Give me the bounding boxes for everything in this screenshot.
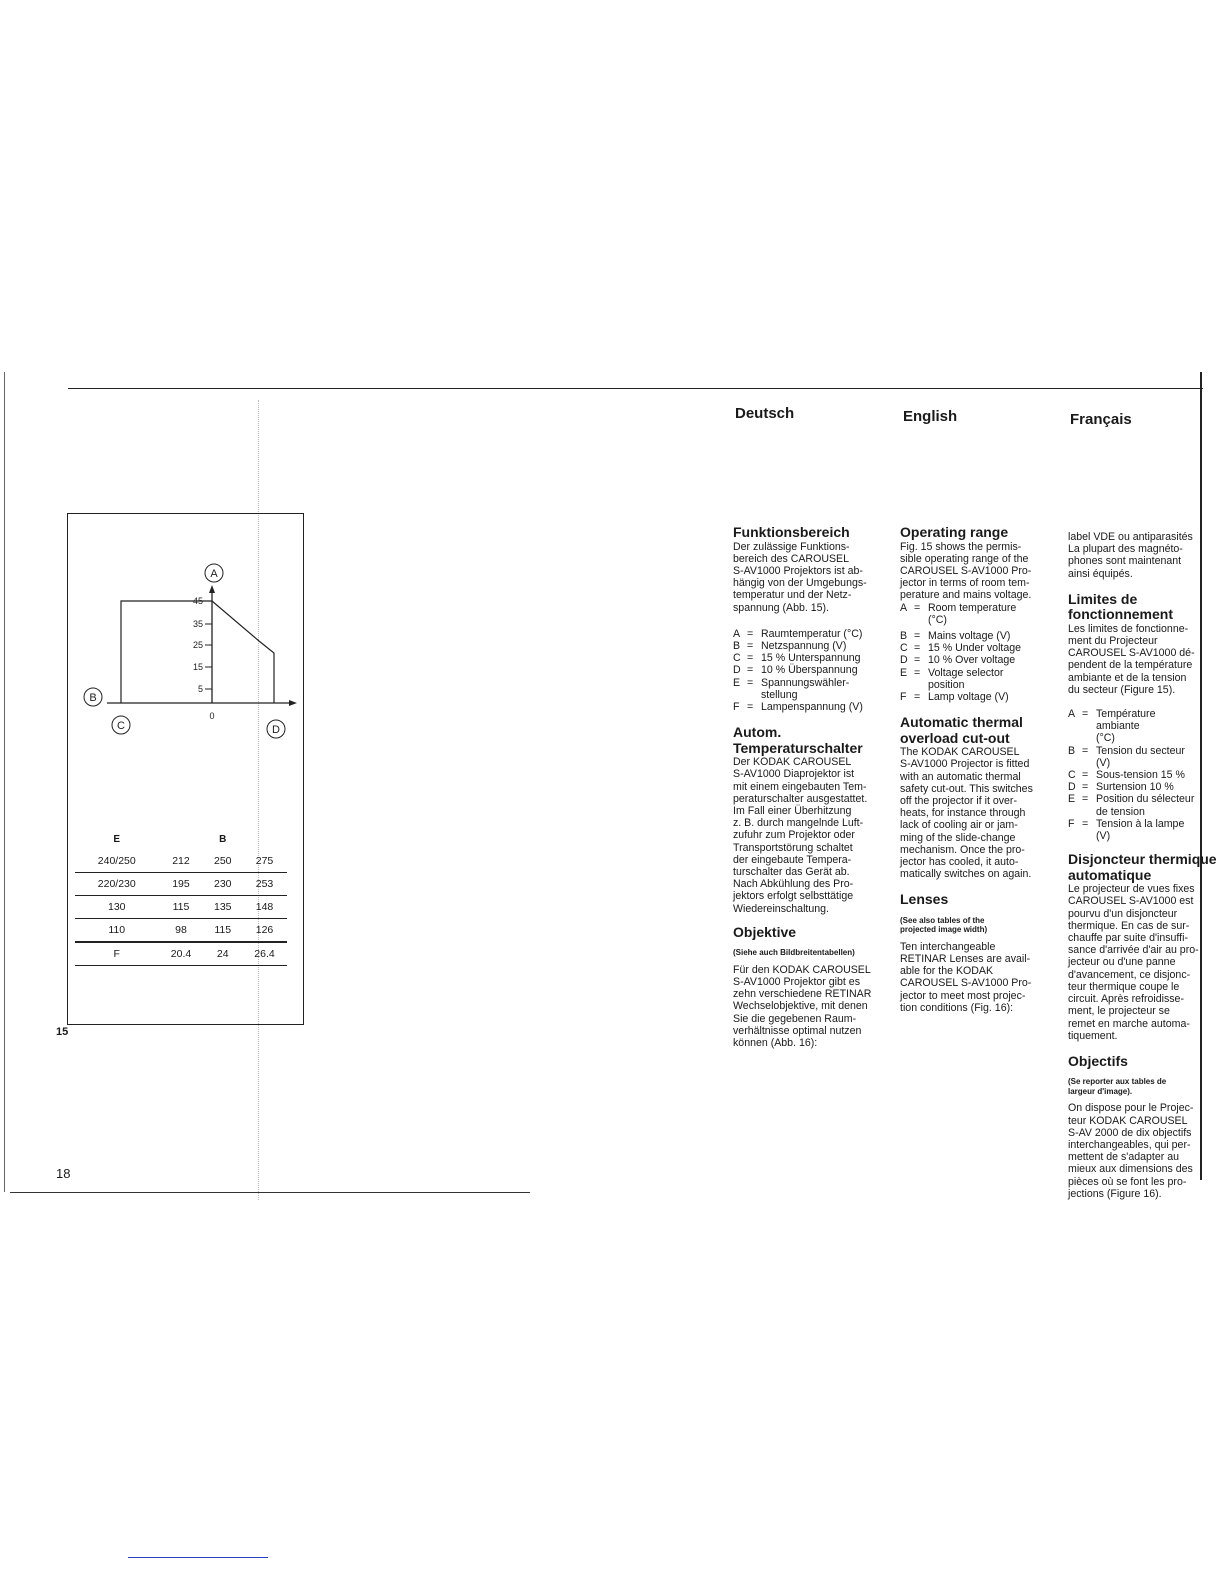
circle-b-label: B: [89, 692, 97, 704]
legend-item: E = Position du sélecteur de tension: [1068, 793, 1195, 818]
table-cell: 130: [75, 896, 159, 919]
top-rule: [68, 388, 1203, 389]
legend-item: B = Tension du secteur (V): [1068, 744, 1185, 769]
table-cell: 98: [159, 919, 204, 943]
table-cell: 115: [159, 896, 204, 919]
heading-funktionsbereich: Funktionsbereich: [733, 524, 850, 540]
y-axis-arrow: [209, 585, 215, 593]
column-francais: [1068, 531, 1217, 1200]
table-cell: 26.4: [242, 942, 287, 966]
table-cell: 275: [242, 850, 287, 873]
table-cell: 220/230: [75, 873, 159, 896]
table-cell: 253: [242, 873, 287, 896]
note: (Siehe auch Bildbreitentabellen): [733, 948, 855, 958]
legend-item: F = Lamp voltage (V): [900, 690, 1009, 703]
tick-35: 35: [192, 619, 203, 629]
paragraph: The KODAK CAROUSEL S-AV1000 Projector is fitted with an automatic thermal safety cut-out. This switches off the projector if it over- heats, for instance through lack of cooling air or jam- ming of the slide-change mechanism. Once the pro- jector has cooled, it auto- matically switches on again.: [900, 746, 1033, 881]
circle-d: [267, 720, 285, 738]
legend-item: F = Lampenspannung (V): [733, 700, 863, 713]
legend-list: [733, 628, 893, 713]
heading-objektive: Objektive: [733, 923, 797, 940]
table-header-cell: B: [219, 833, 227, 845]
legend-item: E = Spannungswähler- stellung: [733, 676, 850, 701]
figure-number: 15: [56, 1026, 69, 1038]
table-cell: 230: [203, 873, 242, 896]
note: (See also tables of the projected image width): [900, 915, 988, 935]
tick-15: 15: [192, 662, 203, 672]
x-axis-arrow: [289, 700, 297, 706]
heading-temperaturschalter: Autom. Temperaturschalter: [733, 724, 863, 756]
paragraph: Les limites de fonctionne- ment du Projecteur CAROUSEL S-AV1000 dé- pendent de la température ambiante et de la tension du secteur (Figure 15).: [1068, 622, 1195, 696]
table-row: [75, 896, 287, 919]
table-header-cell: E: [113, 833, 121, 845]
heading-limites: Limites de fonctionnement: [1068, 590, 1173, 623]
table-row: [75, 919, 287, 943]
paragraph: Für den KODAK CAROUSEL S-AV1000 Projektor gibt es zehn verschiedene RETINAR Wechselobjektive, mit denen Sie die gegebenen Raum- verhältnisse optimal nutzen können (Abb. 16):: [733, 963, 872, 1049]
table-cell: 115: [203, 919, 242, 943]
table-header-row: [75, 828, 287, 850]
legend-item: D = 10 % Überspannung: [733, 664, 858, 677]
legend-item: D = Surtension 10 %: [1068, 781, 1174, 794]
tick-25: 25: [192, 640, 203, 650]
table-row: [75, 850, 287, 873]
tick-5: 5: [197, 684, 203, 694]
table-cell: 24: [203, 942, 242, 966]
table-cell: 135: [203, 896, 242, 919]
legend-list: [900, 602, 1055, 704]
paragraph: Ten interchangeable RETINAR Lenses are avail- able for the KODAK CAROUSEL S-AV1000 Pro- jector to meet most projec- tion conditions (Fig. 16):: [900, 940, 1032, 1014]
table-cell: 148: [242, 896, 287, 919]
table-header-cell: [159, 828, 204, 850]
paragraph: Le projecteur de vues fixes CAROUSEL S-AV1000 est pourvu d'un disjoncteur thermique. En cas de sur- chauffe par suite d'insuffi- sance d'arrivée d'air au pro- jecteur ou d'une panne d'avancement, ce disjonc- teur thermique coupe le circuit. Après refroidisse- ment, le projecteur se remet en marche automa- tiquement.: [1068, 883, 1199, 1042]
legend-item: C = 15 % Unterspannung: [733, 652, 861, 665]
page-edge-left: [4, 372, 5, 1192]
table-cell: 20.4: [159, 942, 204, 966]
voltage-table: [75, 828, 287, 966]
table-cell: F: [75, 942, 159, 966]
header-deutsch: Deutsch: [735, 405, 795, 422]
tick-45: 45: [192, 596, 203, 606]
heading-objectifs: Objectifs: [1068, 1052, 1128, 1069]
header-francais: Français: [1070, 411, 1132, 428]
circle-b: [84, 688, 102, 706]
table-cell: 240/250: [75, 850, 159, 873]
bottom-rule: [10, 1192, 530, 1193]
legend-item: C = Sous-tension 15 %: [1068, 769, 1185, 782]
paragraph: Der KODAK CAROUSEL S-AV1000 Diaprojektor ist mit einem eingebauten Tem- peraturschalter ausgestattet. Im Fall einer Überhitzung z. B. durch mangelnde Luft- zufuhr zum Projektor oder Transportstörung schaltet der eingebaute Tempera- turschalter das Gerät ab. Nach Abkühlung des Pro- jektors erfolgt selbsttätige Wiedereinschaltung.: [733, 756, 868, 915]
circle-a-label: A: [210, 568, 218, 580]
tick-0: 0: [209, 711, 215, 721]
legend-item: B = Netzspannung (V): [733, 639, 847, 652]
paragraph: Der zulässige Funktions- bereich des CAROUSEL S-AV1000 Projektors ist ab- hängig von der Umgebungs- temperatur und der Netz- spannung (Abb. 15).: [733, 540, 867, 614]
circle-d-label: D: [272, 724, 280, 736]
paragraph: On dispose pour le Projec- teur KODAK CAROUSEL S-AV 2000 de dix objectifs interchangeables, qui per- mettent de s'adapter au mieux aux dimensions des pièces où se font les pro- jections (Figure 16).: [1068, 1102, 1194, 1200]
circle-a: [205, 564, 223, 582]
legend-item: F = Tension à la lampe (V): [1068, 817, 1185, 843]
page-edge-right: [1200, 372, 1202, 1180]
table-cell: 212: [159, 850, 204, 873]
column-english: [900, 525, 1055, 1014]
heading-disjoncteur: Disjoncteur thermique automatique: [1068, 851, 1217, 883]
table-row: [75, 942, 287, 966]
header-english: English: [903, 408, 958, 425]
legend-list: [1068, 708, 1199, 842]
circle-c-label: C: [117, 720, 125, 732]
footer-rule: [128, 1557, 268, 1558]
legend-item: A = Raumtemperatur (°C): [733, 627, 863, 640]
table-cell: 195: [159, 873, 204, 896]
legend-item: D = 10 % Over voltage: [900, 654, 1016, 667]
page-number: 18: [56, 1166, 71, 1181]
table-cell: 126: [242, 919, 287, 943]
legend-item: E = Voltage selector position: [900, 666, 1004, 691]
circle-c: [112, 716, 130, 734]
table-cell: 110: [75, 919, 159, 943]
table-cell: 250: [203, 850, 242, 873]
table-row: [75, 873, 287, 896]
note: (Se reporter aux tables de largeur d'image).: [1068, 1077, 1167, 1096]
legend-item: A = Room temperature (°C): [900, 601, 1017, 626]
legend-item: B = Mains voltage (V): [900, 629, 1011, 642]
operating-range-diagram: [67, 513, 304, 743]
table-header-cell: [242, 828, 287, 850]
heading-operating-range: Operating range: [900, 524, 1009, 540]
legend-item: A = Température ambiante (°C): [1068, 708, 1156, 745]
heading-thermal-cutout: Automatic thermal overload cut-out: [900, 714, 1023, 746]
column-deutsch: [733, 525, 893, 1049]
legend-item: C = 15 % Under voltage: [900, 642, 1022, 655]
paragraph: label VDE ou antiparasités La plupart des magnéto- phones sont maintenant ainsi équipés.: [1068, 531, 1193, 580]
heading-lenses: Lenses: [900, 891, 949, 908]
paragraph: Fig. 15 shows the permis- sible operating range of the CAROUSEL S-AV1000 Pro- jector in terms of room tem- perature and mains voltage.: [900, 540, 1032, 602]
